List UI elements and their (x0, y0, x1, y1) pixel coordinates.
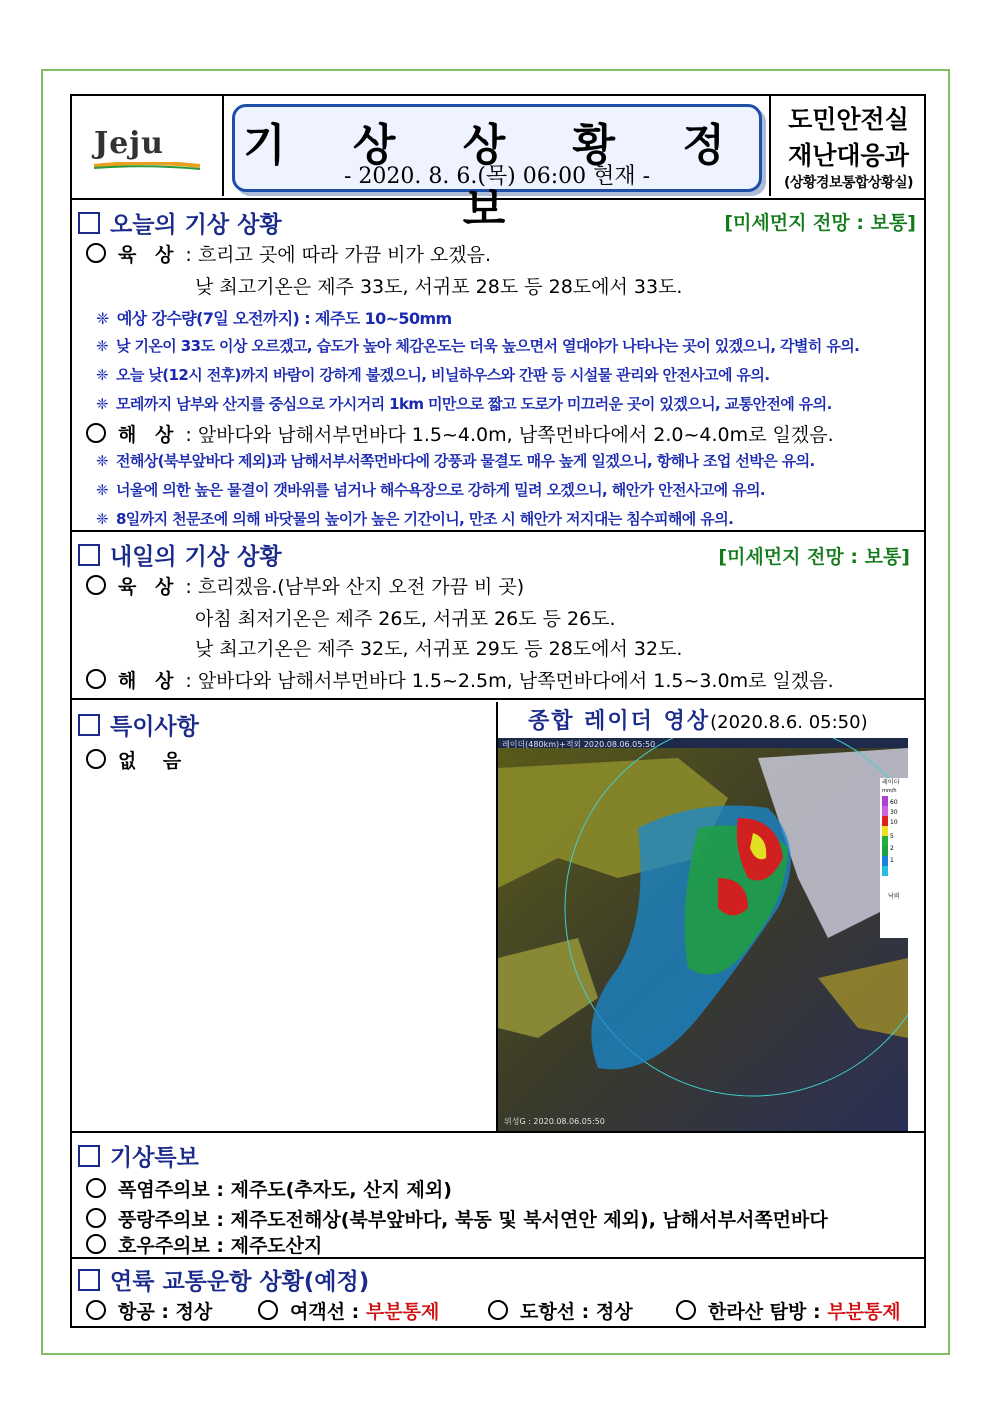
today-section (72, 200, 924, 532)
special-title: 특이사항 (78, 708, 199, 741)
warning-item: 풍랑주의보 : 제주도전해상(북부앞바다, 북동 및 북서연안 제외), 남해서부서쪽먼바다 (86, 1205, 828, 1232)
today-sea-note: ❈ 전해상(북부앞바다 제외)과 남해서부서쪽먼바다에 강풍과 물결도 매우 높게 일겠으니, 항해나 조업 선박은 유의. (96, 452, 815, 470)
transport-section (72, 1261, 924, 1326)
checkbox-icon (78, 1269, 100, 1291)
circle-icon (86, 575, 106, 595)
circle-icon (488, 1300, 508, 1320)
radar-legend-value: 10 (890, 819, 898, 826)
tomorrow-land: 육 상 : 흐리겠음.(남부와 산지 오전 가끔 비 곳) (86, 572, 524, 599)
circle-icon (86, 1234, 106, 1254)
radar-legend-unit: mm/h (882, 788, 897, 794)
radar-legend-value: 60 (890, 799, 898, 806)
circle-icon (676, 1300, 696, 1320)
checkbox-icon (78, 544, 100, 566)
logo-text: Jeju (94, 126, 164, 161)
checkbox-icon (78, 714, 100, 736)
circle-icon (86, 423, 106, 443)
dept-office: (상황경보통합상황실) (783, 175, 913, 191)
radar-legend-value: 2 (890, 845, 894, 852)
dept-division: 재난대응과 (788, 141, 909, 170)
radar-legend-value: 5 (890, 833, 894, 840)
tomorrow-land-max: 낮 최고기온은 제주 32도, 서귀포 29도 등 28도에서 32도. (195, 638, 683, 660)
tomorrow-section (72, 534, 924, 700)
radar-caption-bottom: 위성G : 2020.08.06.05:50 (504, 1117, 605, 1126)
jeju-logo (72, 96, 224, 196)
today-dust-forecast: [미세먼지 전망 : 보통] (724, 212, 916, 234)
circle-icon (86, 243, 106, 263)
tomorrow-dust-forecast: [미세먼지 전망 : 보통] (718, 546, 910, 568)
circle-icon (86, 1208, 106, 1228)
tomorrow-land-min: 아침 최저기온은 제주 26도, 서귀포 26도 등 26도. (195, 608, 616, 630)
warning-item: 폭염주의보 : 제주도(추자도, 산지 제외) (86, 1175, 452, 1202)
today-title: 오늘의 기상 상황 (78, 206, 282, 239)
today-note: ❈ 예상 강수량(7일 오전까지) : 제주도 10~50mm (96, 309, 452, 328)
today-sea-note: ❈ 너울에 의한 높은 물결이 갯바위를 넘거나 해수욕장으로 강하게 밀려 오겠으니, 해안가 안전사고에 유의. (96, 481, 766, 499)
tomorrow-sea: 해 상 : 앞바다와 남해서부먼바다 1.5~2.5m, 남쪽먼바다에서 1.5~3.0m로 일겠음. (86, 666, 834, 693)
circle-icon (86, 1178, 106, 1198)
today-note: ❈ 낮 기온이 33도 이상 오르겠고, 습도가 높아 체감온도는 더욱 높으면서 열대야가 나타나는 곳이 있겠으니, 각별히 유의. (96, 337, 860, 355)
warnings-section (72, 1135, 924, 1259)
transport-island-boat: 도항선 : 정상 (488, 1297, 633, 1324)
today-land: 육 상 : 흐리고 곳에 따라 가끔 비가 오겠음. (86, 240, 491, 267)
special-radar-section (72, 702, 924, 1133)
warning-item: 호우주의보 : 제주도산지 (86, 1231, 322, 1258)
today-note: ❈ 모레까지 남부와 산지를 중심으로 가시거리 1km 미만으로 짧고 도로가 미끄러운 곳이 있겠으니, 교통안전에 유의. (96, 395, 832, 413)
report-datetime: - 2020. 8. 6.(목) 06:00 현재 - (343, 164, 651, 189)
radar-legend-lightning: 낙뢰 (888, 893, 900, 900)
checkbox-icon (78, 1145, 100, 1167)
department (769, 96, 926, 196)
today-land-temp: 낮 최고기온은 제주 33도, 서귀포 28도 등 28도에서 33도. (195, 276, 683, 298)
radar-legend-value: 30 (890, 809, 898, 816)
today-sea-note: ❈ 8일까지 천문조에 의해 바닷물의 높이가 높은 기간이니, 만조 시 해안가 저지대는 침수피해에 유의. (96, 510, 734, 528)
special-item: 없 음 (86, 746, 181, 773)
radar-title: 종합 레이더 영상(2020.8.6. 05:50) (528, 709, 868, 734)
transport-ferry: 여객선 : 부분통제 (258, 1297, 439, 1324)
logo-swoosh-icon (92, 162, 202, 170)
dept-name: 도민안전실 (788, 105, 909, 134)
circle-icon (86, 669, 106, 689)
radar-panel (496, 702, 926, 1133)
tomorrow-title: 내일의 기상 상황 (78, 538, 282, 571)
today-note: ❈ 오늘 낮(12시 전후)까지 바람이 강하게 불겠으니, 비닐하우스와 간판 등 시설물 관리와 안전사고에 유의. (96, 366, 770, 384)
checkbox-icon (78, 212, 100, 234)
transport-title: 연륙 교통운항 상황(예정) (78, 1263, 369, 1296)
circle-icon (86, 749, 106, 769)
radar-legend-value: 1 (890, 857, 894, 864)
circle-icon (258, 1300, 278, 1320)
transport-air: 항공 : 정상 (86, 1297, 212, 1324)
radar-image (498, 738, 908, 1131)
radar-caption-top: 레이더(480km)+적외 2020.08.06.05:50 (502, 740, 656, 749)
today-sea: 해 상 : 앞바다와 남해서부먼바다 1.5~4.0m, 남쪽먼바다에서 2.0~4.0m로 일겠음. (86, 420, 834, 447)
title-box (232, 104, 762, 235)
page-title: 기 상 상 황 정 보 (243, 120, 751, 235)
circle-icon (86, 1300, 106, 1320)
warnings-title: 기상특보 (78, 1139, 199, 1172)
transport-hallasan: 한라산 탐방 : 부분통제 (676, 1297, 901, 1324)
radar-legend-title: 레이더 (882, 779, 900, 786)
weather-report (70, 94, 926, 1328)
